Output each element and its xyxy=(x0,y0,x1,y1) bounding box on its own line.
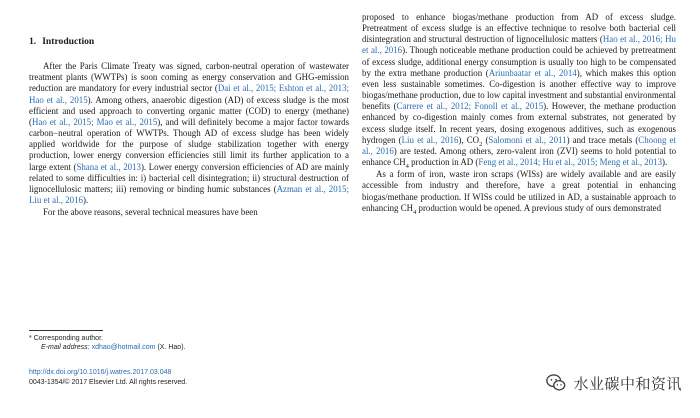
citation-link[interactable]: Hao et al., 2016; Hu et al., 2016 xyxy=(362,34,676,56)
citation-link[interactable]: Choong et al., 2016 xyxy=(362,134,676,156)
subscript: 4 xyxy=(413,208,417,216)
wechat-icon xyxy=(545,372,567,394)
citation-link[interactable]: Dai et al., 2015; Eshton et al., 2013; Hao et al., 2015 xyxy=(29,83,349,105)
section-title: Introduction xyxy=(42,36,95,47)
paragraph: As a form of iron, waste iron scraps (WISs) are widely available and are easily accessible from industry and therefore, have a great potential in enhancing biogas/methane production. If WISs could be utilized in AD, a sustainable approach to enhancing $CH_4$ production would be opened. A previous study of ours demonstrated xyxy=(362,169,676,216)
paragraph: For the above reasons, several technical measures have been xyxy=(43,207,258,218)
subscript: 4 xyxy=(405,162,409,170)
section-number: 1. xyxy=(29,36,37,47)
left-column xyxy=(29,36,349,218)
footnote-email-line xyxy=(29,343,329,352)
paragraph: proposed to enhance biogas/methane production from AD of excess sludge. Pretreatment of excess sludge is an effective technique to resolve both bacterial cell disintegration and structural destruction of lignocellulosic matters (Hao et al., 2016; Hu et al., 2016). Though noticeable methane production could be achieved by pretreatment of excess sludge, additional energy consumption is usually too high to be compensated by the extra methane production (Ariunbaatar et al., 2014), which makes this option even less sustainable sometimes. Co-digestion is another effective way to improve biogas/methane production, due to low capital investment and substantial environmental benefits (Carrere et al., 2012; Fonoll et al., 2015). However, the methane production enhanced by co-digestion mainly comes from external substrates, not generated by excess sludge itself. In recent years, dosing exogenous additives, such as exogenous hydrogen (Liu et al., 2016), $CO_2$ (Salomoni et al., 2011) and trace metals (Choong et al., 2016) are tested. Among others, zero-valent iron (ZVI) seems to hold potential to enhance $CH_4$ production in AD (Feng et al., 2014; Hu et al., 2015; Meng et al., 2013). xyxy=(362,12,677,170)
footnote-email-label: E-mail address: xyxy=(41,344,90,352)
watermark-text: 水业碳中和资讯 xyxy=(573,374,682,393)
subscript: 2 xyxy=(479,140,483,148)
footnote-marker: * xyxy=(29,335,32,342)
copyright-line: 0043-1354/© 2017 Elsevier Ltd. All rights reserved. xyxy=(29,379,188,386)
citation-link[interactable]: Hao et al., 2015; Mao et al., 2015 xyxy=(31,116,158,127)
email-link[interactable]: xdhao@hotmail.com xyxy=(91,344,156,352)
citation-link[interactable]: Feng et al., 2014; Hu et al., 2015; Meng et al., 2013 xyxy=(478,157,663,168)
paragraph: After the Paris Climate Treaty was signed, carbon-neutral operation of wastewater treatment plants (WWTPs) is soon coming as energy conservation and GHG-emission reduction are mandatory for every industrial sector (Dai et al., 2015; Eshton et al., 2013; Hao et al., 2015). Among others, anaerobic digestion (AD) of excess sludge is the most efficient and used approach to converting organic matter (COD) to energy (methane) (Hao et al., 2015; Mao et al., 2015), and will definitely become a major factor towards carbon−neutral operation of WWTPs. Though AD of excess sludge has been widely applied worldwide for the purpose of sludge stabilization together with energy production, lower energy conversion efficiencies still limit its further application to a large extent (Shana et al., 2013). Lower energy conversion efficiencies of AD are mainly related to some difficulties in: i) bacterial cell disintegration; ii) structural destruction of lignocellulosic matters; iii) removing or binding humic substances (Azman et al., 2015; Liu et al., 2016). xyxy=(29,61,350,206)
citation-link[interactable]: Carrere et al., 2012; Fonoll et al., 2015 xyxy=(396,101,544,112)
citation-link[interactable]: Shana et al., 2013 xyxy=(76,161,141,172)
footnote-author xyxy=(29,334,329,343)
article-info xyxy=(29,368,329,388)
footnote-label: Corresponding author. xyxy=(33,335,103,342)
footnote-email-suffix: (X. Hao). xyxy=(157,344,186,352)
watermark xyxy=(543,370,686,396)
citation-link[interactable]: Ariunbaatar et al., 2014 xyxy=(488,67,577,78)
doi-link[interactable]: http://dx.doi.org/10.1016/j.watres.2017.03.048 xyxy=(29,369,172,376)
citation-link[interactable]: Liu et al., 2016 xyxy=(401,134,459,145)
citation-link[interactable]: Salomoni et al., 2011 xyxy=(488,134,567,145)
section-heading xyxy=(29,36,349,47)
citation-link[interactable]: Azman et al., 2015; Liu et al., 2016 xyxy=(29,183,349,206)
footnote xyxy=(29,334,329,352)
right-column xyxy=(362,12,676,214)
footnote-divider xyxy=(29,330,103,331)
